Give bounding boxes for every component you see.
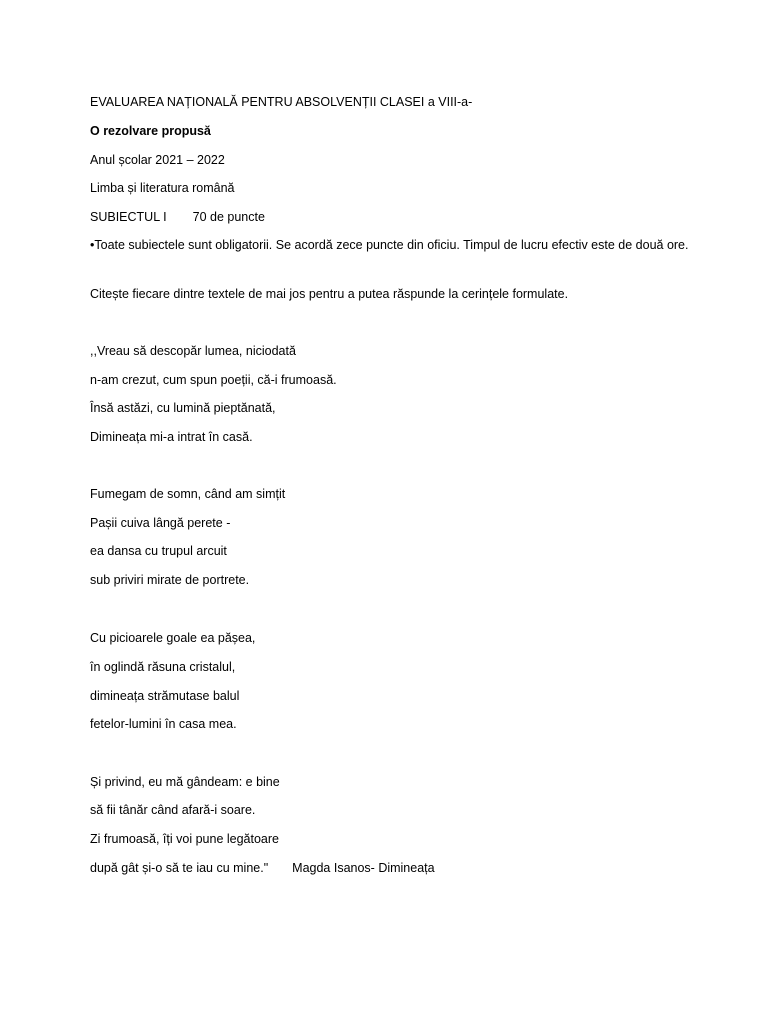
- section-heading: [90, 209, 265, 225]
- school-year: Anul școlar 2021 – 2022: [90, 153, 225, 167]
- poem-line: Dimineața mi-a intrat în casă.: [90, 430, 253, 444]
- poem-line: Cu picioarele goale ea pășea,: [90, 631, 256, 645]
- poem-line: n-am crezut, cum spun poeții, că-i frumoasă.: [90, 373, 337, 387]
- poem-line: Fumegam de somn, când am simțit: [90, 487, 286, 501]
- section-points: 70 de puncte: [192, 210, 265, 224]
- section-label: SUBIECTUL I: [90, 210, 167, 224]
- poem-line: Și privind, eu mă gândeam: e bine: [90, 775, 280, 789]
- poem-line: în oglindă răsuna cristalul,: [90, 660, 236, 674]
- poem-line: Zi frumoasă, îți voi pune legătoare: [90, 832, 279, 846]
- poem-line: dimineața strămutase balul: [90, 689, 240, 703]
- document-subtitle: O rezolvare propusă: [90, 124, 211, 138]
- poem-line: sub priviri mirate de portrete.: [90, 573, 250, 587]
- subject-name: Limba și literatura română: [90, 181, 235, 195]
- document-title: EVALUAREA NAȚIONALĂ PENTRU ABSOLVENȚII CLASEI a VIII-a-: [90, 95, 473, 109]
- instructions-read: Citește fiecare dintre textele de mai jos pentru a putea răspunde la cerințele formulate.: [90, 287, 569, 301]
- poem-line: ea dansa cu trupul arcuit: [90, 544, 227, 558]
- poem-final-line: [90, 860, 435, 876]
- poem-line: fetelor-lumini în casa mea.: [90, 717, 237, 731]
- poem-line: Însă astăzi, cu lumină pieptănată,: [90, 401, 276, 415]
- instructions-rules: •Toate subiectele sunt obligatorii. Se acordă zece puncte din oficiu. Timpul de lucru efectiv este de două ore.: [90, 238, 689, 252]
- poem-line: să fii tânăr când afară-i soare.: [90, 803, 256, 817]
- poem-attribution: Magda Isanos- Dimineața: [292, 861, 435, 875]
- poem-line: Pașii cuiva lângă perete -: [90, 516, 231, 530]
- poem-line: după gât și-o să te iau cu mine.": [90, 861, 269, 875]
- poem-line: ,,Vreau să descopăr lumea, niciodată: [90, 344, 296, 358]
